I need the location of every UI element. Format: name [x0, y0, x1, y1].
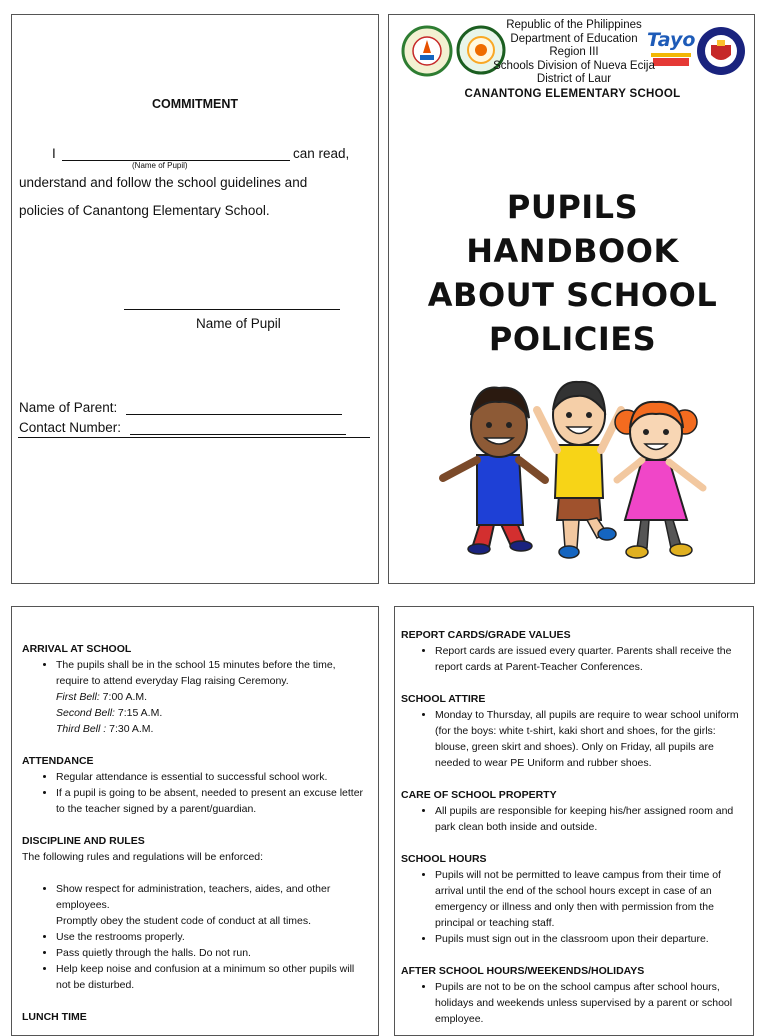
- title-line-2: HANDBOOK: [466, 232, 679, 270]
- parent-label: Name of Parent:: [19, 400, 118, 415]
- header-line-3: Region III: [549, 46, 599, 59]
- school-hours-heading: SCHOOL HOURS: [401, 853, 487, 865]
- boy-yellow-shirt-figure: [537, 382, 621, 558]
- property-heading: CARE OF SCHOOL PROPERTY: [401, 789, 557, 801]
- bell-row-second: [56, 705, 367, 721]
- discipline-bullet-1: [56, 881, 367, 929]
- bell-row-third: [56, 721, 367, 737]
- bell-label-first: First Bell:: [56, 691, 100, 703]
- title-line-1: PUPILS: [506, 188, 639, 226]
- attire-bullet: • Monday to Thursday, all pupils are require to wear school uniform (for the boys: white t-shirt, kaki short and shoes, for the girls: blouse, green skirt and shoes). Only on Friday, all pupils are needed to wear PE Uniform and rubber shoes.: [435, 707, 746, 771]
- pledge-tail: can read,: [293, 146, 350, 161]
- discipline-list: [22, 881, 367, 993]
- policy-page-right: [394, 606, 754, 1036]
- commitment-title: COMMITMENT: [151, 97, 239, 111]
- school-hours-bullet-2: • Pupils must sign out in the classroom upon their departure.: [435, 931, 746, 947]
- title-line-3: ABOUT SCHOOL: [427, 276, 718, 314]
- header-line-5: District of Laur: [536, 73, 612, 86]
- contact-number-line[interactable]: [130, 434, 346, 435]
- contact-underline: [18, 437, 370, 438]
- cover-panel: [388, 14, 755, 584]
- lunch-heading: LUNCH TIME: [22, 1011, 87, 1023]
- pledge-line-3: policies of Canantong Elementary School.: [19, 203, 270, 218]
- handbook-title: [389, 185, 755, 361]
- discipline-bullet-3: • Pass quietly through the halls. Do not run.: [56, 945, 367, 961]
- parent-name-line[interactable]: [126, 414, 342, 415]
- attendance-bullet-1: • Regular attendance is essential to successful school work.: [56, 769, 367, 785]
- attire-heading: SCHOOL ATTIRE: [401, 693, 486, 705]
- boy-blue-shirt-figure: [443, 388, 545, 554]
- pupil-signature-line[interactable]: [124, 309, 340, 310]
- pledge-pronoun: I: [52, 146, 56, 161]
- school-hours-bullet-1: • Pupils will not be permitted to leave campus from their time of arrival until the end of the school hours except in case of an emergency or illness and only then with permission from the principal or teaching staff.: [435, 867, 746, 931]
- discipline-bullet-4: • Help keep noise and confusion at a minimum so other pupils will not be disturbed.: [56, 961, 367, 993]
- arrival-list: [22, 657, 367, 689]
- arrival-heading: ARRIVAL AT SCHOOL: [22, 643, 132, 655]
- happy-kids-illustration: [437, 370, 712, 565]
- property-list: [401, 803, 746, 835]
- bell-label-third: Third Bell :: [56, 723, 107, 735]
- tayo-logo-text: Tayo: [647, 29, 696, 51]
- header-line-1: Republic of the Philippines: [506, 19, 642, 31]
- bell-row-first: [56, 689, 367, 705]
- discipline-intro: The following rules and regulations will be enforced:: [22, 851, 264, 863]
- signature-caption: Name of Pupil: [196, 316, 281, 331]
- header-line-4: Schools Division of Nueva Ecija: [493, 59, 655, 72]
- after-hours-list: [401, 979, 746, 1027]
- attire-list: [401, 707, 746, 771]
- school-hours-list: [401, 867, 746, 947]
- attendance-list: [22, 769, 367, 817]
- name-hint: (Name of Pupil): [132, 161, 188, 170]
- attendance-heading: ATTENDANCE: [22, 755, 94, 767]
- header-line-2: Department of Education: [510, 32, 638, 45]
- discipline-heading: DISCIPLINE AND RULES: [22, 835, 145, 847]
- commitment-panel: [11, 14, 379, 584]
- school-name: CANANTONG ELEMENTARY SCHOOL: [464, 88, 681, 100]
- report-cards-bullet: • Report cards are issued every quarter. Parents shall receive the report cards at Parent-Teacher Conferences.: [435, 643, 746, 675]
- discipline-bullet-1-cont: Promptly obey the student code of conduct at all times.: [56, 915, 312, 927]
- contact-label: Contact Number:: [19, 420, 122, 435]
- bell-schedule: [22, 689, 367, 737]
- header-block: [429, 19, 719, 87]
- discipline-bullet-2: • Use the restrooms properly.: [56, 929, 367, 945]
- pledge-line-2: understand and follow the school guidelines and: [19, 175, 308, 190]
- discipline-bullet-1-text: Show respect for administration, teachers, aides, and other employees.: [56, 883, 331, 911]
- girl-pink-dress-figure: [615, 402, 703, 558]
- right-page-content: [401, 627, 746, 1027]
- arrival-bullet: • The pupils shall be in the school 15 minutes before the time, require to attend everyday Flag raising Ceremony.: [56, 657, 367, 689]
- bell-time-third: 7:30 A.M.: [106, 723, 154, 735]
- after-hours-heading: AFTER SCHOOL HOURS/WEEKENDS/HOLIDAYS: [401, 965, 645, 977]
- property-bullet: • All pupils are responsible for keeping his/her assigned room and park clean both inside and outside.: [435, 803, 746, 835]
- after-hours-bullet: • Pupils are not to be on the school campus after school hours, holidays and weekends unless supervised by a parent or school employee.: [435, 979, 746, 1027]
- left-page-content: [22, 641, 367, 1025]
- bell-time-first: 7:00 A.M.: [99, 691, 148, 703]
- attendance-bullet-2: • If a pupil is going to be absent, needed to present an excuse letter to the teacher signed by a parent/guardian.: [56, 785, 367, 817]
- report-cards-heading: REPORT CARDS/GRADE VALUES: [401, 629, 571, 641]
- bell-time-second: 7:15 A.M.: [114, 707, 163, 719]
- policy-page-left: [11, 606, 379, 1036]
- bell-label-second: Second Bell:: [56, 707, 115, 719]
- report-cards-list: [401, 643, 746, 675]
- title-line-4: POLICIES: [488, 320, 657, 358]
